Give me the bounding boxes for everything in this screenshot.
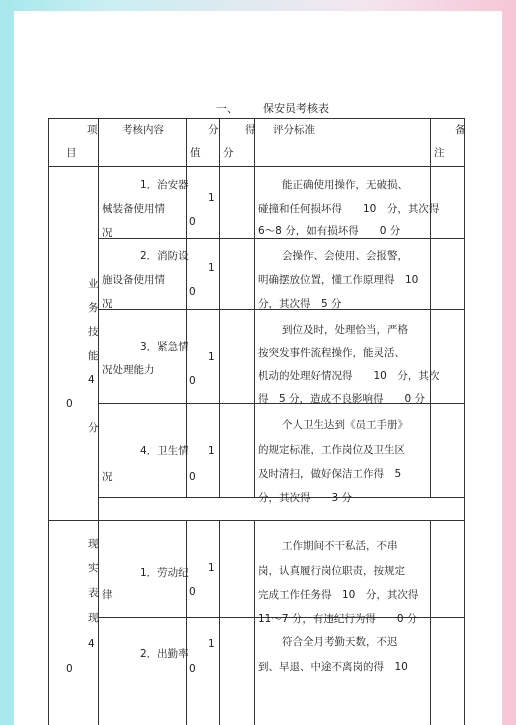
score-value: 0 — [189, 375, 196, 387]
col-line — [186, 118, 187, 498]
item-content-line: 4．卫生情 — [140, 445, 189, 457]
standard-line: 到、早退、中途不离岗的得 10 — [258, 661, 408, 673]
section1-label-char: 0 — [66, 398, 73, 410]
score-value: 0 — [189, 663, 196, 675]
section2-label-char: 现 — [88, 612, 99, 624]
header-score-top: 分 — [208, 124, 219, 136]
item-content-line: 况 — [102, 471, 113, 483]
col-line — [254, 520, 255, 725]
section-line — [48, 520, 464, 521]
score-value: 1 — [208, 192, 215, 204]
score-value: 0 — [189, 286, 196, 298]
item-content-line: 械装备使用情 — [102, 203, 165, 215]
score-value: 0 — [189, 471, 196, 483]
section2-label-char: 4 — [88, 638, 95, 650]
standard-line: 分，其次得 3 分 — [258, 492, 353, 504]
standard-line: 分，其次得 5 分 — [258, 298, 342, 310]
table-title — [216, 100, 329, 116]
item-content-line: 1．治安器 — [140, 179, 189, 191]
section2-label-char: 实 — [88, 562, 99, 574]
col-line — [186, 520, 187, 725]
score-value: 1 — [208, 262, 215, 274]
header-standard: 评分标准 — [273, 124, 315, 136]
col-line — [219, 520, 220, 725]
item-content-line: 1．劳动纪 — [140, 567, 189, 579]
standard-line: 按突发事件流程操作，能灵活、 — [258, 347, 405, 359]
score-value: 1 — [208, 562, 215, 574]
header-item-top: 项 — [87, 124, 98, 136]
row-line — [98, 238, 464, 239]
section1-label-char: 4 — [88, 374, 95, 386]
standard-line: 能正确使用操作，无破损、 — [282, 179, 408, 191]
section2-label-char: 0 — [66, 663, 73, 675]
item-content-line: 3．紧急情 — [140, 341, 189, 353]
score-value: 1 — [208, 638, 215, 650]
section1-label-char: 务 — [88, 302, 99, 314]
standard-line: 到位及时，处理恰当，严格 — [282, 324, 408, 336]
table-border-top — [48, 118, 464, 119]
item-content-line: 施设备使用情 — [102, 274, 165, 286]
standard-line: 6～8 分，如有损坏得 0 分 — [258, 225, 401, 237]
header-bottom-line — [48, 166, 464, 167]
standard-line: 11～7 分，有违纪行为得 0 分 — [258, 613, 418, 625]
score-value: 0 — [189, 216, 196, 228]
standard-line: 完成工作任务得 10 分，其次得 — [258, 589, 419, 601]
document-page — [14, 11, 502, 725]
standard-line: 及时清扫，做好保洁工作得 5 — [258, 468, 402, 480]
score-value: 0 — [189, 586, 196, 598]
item-content-line: 况处理能力 — [102, 364, 155, 376]
header-got-bottom: 分 — [223, 147, 234, 159]
header-remark-top: 备 — [455, 124, 466, 136]
score-value: 1 — [208, 351, 215, 363]
col-line — [430, 118, 431, 498]
header-item-bottom: 目 — [66, 147, 77, 159]
section1-label-char: 分 — [88, 422, 99, 434]
standard-line: 得 5 分，造成不良影响得 0 分 — [258, 393, 426, 405]
standard-line: 工作期间不干私活，不串 — [282, 540, 398, 552]
table-border-left — [48, 118, 49, 725]
section1-label-char: 业 — [88, 278, 99, 290]
title-number: 一、 — [216, 102, 238, 115]
header-got-top: 得 — [245, 124, 256, 136]
col-line — [219, 118, 220, 498]
section2-label-char: 现 — [88, 538, 99, 550]
item-content-line: 2．消防设 — [140, 250, 189, 262]
standard-line: 碰撞和任何损坏得 10 分，其次得 — [258, 203, 440, 215]
col-line — [430, 520, 431, 725]
standard-line: 的规定标准，工作岗位及卫生区 — [258, 444, 405, 456]
header-score-bottom: 值 — [190, 147, 201, 159]
col-line — [254, 118, 255, 498]
title-text: 保安员考核表 — [263, 102, 329, 115]
section1-label-char: 能 — [88, 350, 99, 362]
standard-line: 符合全月考勤天数，不迟 — [282, 636, 398, 648]
item-content-line: 况 — [102, 298, 113, 310]
score-value: 1 — [208, 445, 215, 457]
section1-label-char: 技 — [88, 326, 99, 338]
item-content-line: 况 — [102, 227, 113, 239]
standard-line: 个人卫生达到《员工手册》 — [282, 419, 408, 431]
item-content-line: 2．出勤率 — [140, 648, 189, 660]
header-remark-bottom: 注 — [434, 147, 445, 159]
header-content: 考核内容 — [122, 124, 164, 136]
standard-line: 岗，认真履行岗位职责，按规定 — [258, 565, 405, 577]
standard-line: 明确摆放位置，懂工作原理得 10 — [258, 274, 419, 286]
table-border-right — [464, 118, 465, 725]
standard-line: 会操作、会使用、会报警， — [282, 250, 408, 262]
item-content-line: 律 — [102, 589, 113, 601]
section2-label-char: 表 — [88, 587, 99, 599]
standard-line: 机动的处理好情况得 10 分，其次 — [258, 370, 440, 382]
